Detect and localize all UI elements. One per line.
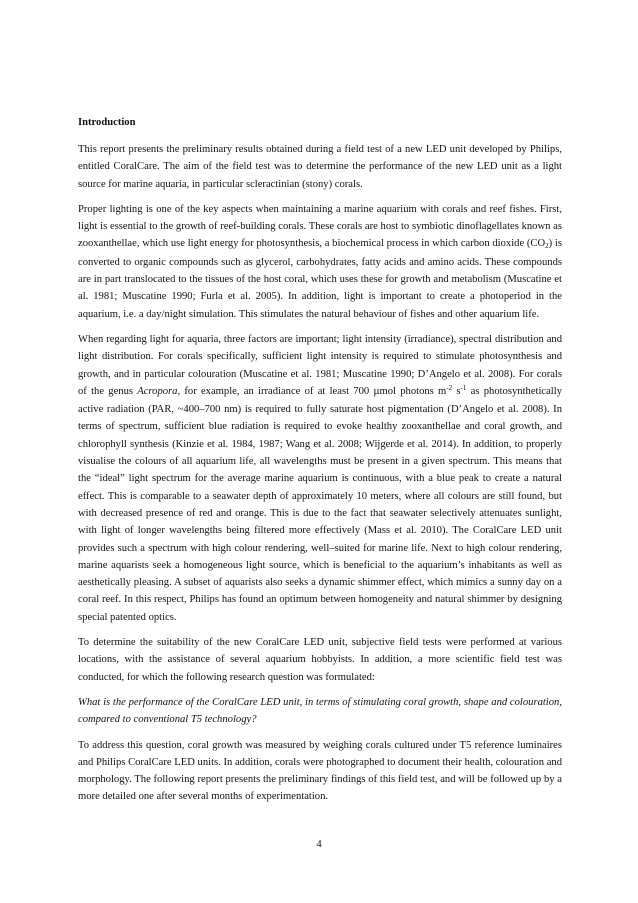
paragraph-3-text-a: When regarding light for aquaria, three factors are important; light intensity (irradiance), spectral distribution and light distribution. For corals specifically, sufficient light intensity is required to stimulate photosynthesis and growth, and in particular colouration (Muscatine et al. 1981; Muscatine 1990; D’Angelo et al. 2008). For corals of the genus	[78, 333, 562, 397]
paragraph-5: To address this question, coral growth was measured by weighing corals cultured under T5 reference luminaires and Philips CoralCare LED units. In addition, corals were photographed to document their health, colouration and morphology. The following report presents the preliminary findings of this field test, and will be followed up by a more detailed one after several months of experimentation.	[78, 739, 562, 803]
superscript-m: -2	[446, 383, 453, 392]
paragraph-4: To determine the suitability of the new CoralCare LED unit, subjective field tests were performed at various locations, with the assistance of several aquarium hobbyists. In addition, a more scientific field test was conducted, for which the following research question was formulated:	[78, 637, 562, 683]
section-heading: Introduction	[78, 117, 136, 128]
superscript-s: -1	[460, 383, 467, 392]
research-question: What is the performance of the CoralCare LED unit, in terms of stimulating coral growth, shape and colouration, compared to conventional T5 technology?	[78, 696, 562, 726]
paragraph-3	[78, 331, 562, 626]
paragraph-2-text-b: ) is converted to organic compounds such as glycerol, carbohydrates, fatty acids and amino acids. These compounds are in part translocated to the tissues of the host coral, which uses these for growth and metabolism (Muscatine et al. 1981; Muscatine 1990; Furla et al. 2005). In addition, light is important to create a photoperiod in the aquarium, i.e. a day/night simulation. This stimulates the natural behaviour of fishes and other aquarium life.	[78, 238, 562, 320]
co2-subscript: 2	[545, 242, 549, 251]
paragraph-1: This report presents the preliminary results obtained during a field test of a new LED unit developed by Philips, entitled CoralCare. The aim of the field test was to determine the performance of the new LED unit as a light source for marine aquaria, in particular scleractinian (stony) corals.	[78, 144, 562, 190]
paragraph-3-text-d: as photosynthetically active radiation (PAR, ~400–700 nm) is required to fully saturate host pigmentation (D’Angelo et al. 2008). In terms of spectrum, sufficient blue radiation is required to evoke healthy zooxanthellae and coral growth, and chlorophyll synthesis (Kinzie et al. 1984, 1987; Wang et al. 2008; Wijgerde et al. 2014). In addition, to properly visualise the colours of all aquarium life, all wavelengths must be present in a given spectrum. This means that the “ideal” light spectrum for the average marine aquarium is continuous, with a blue peak to create a natural effect. This is comparable to a seawater depth of approximately 10 meters, where all colours are still found, but with decreased presence of red and orange. This is due to the fact that seawater selectively attenuates sunlight, with light of longer wavelengths being filtered more effectively (Mass et al. 2010). The CoralCare LED unit provides such a spectrum with high colour rendering, well–suited for marine life. Next to high colour rendering, marine aquarists seek a homogeneous light source, which is beneficial to the aquarium’s inhabitants as well as aesthetically pleasing. A subset of aquarists also seeks a dynamic shimmer effect, which mimics a sunny day on a coral reef. In this respect, Philips has found an optimum between homogeneity and natural shimmer by designing special patented optics.	[78, 385, 562, 623]
paragraph-3-text-c: s	[452, 385, 461, 397]
paragraph-2-text-a: Proper lighting is one of the key aspects when maintaining a marine aquarium with corals and reef fishes. First, light is essential to the growth of reef-building corals. These corals are host to symbiotic dinoflagellates known as zooxanthellae, which use light energy for photosynthesis, a biochemical process in which carbon dioxide (CO	[78, 203, 562, 250]
paragraph-3-text-b: , for example, an irradiance of at least 700 µmol photons m	[177, 385, 447, 397]
page-number: 4	[316, 839, 322, 850]
paragraph-2	[78, 201, 562, 323]
page-body	[78, 116, 562, 814]
genus-name: Acropora	[137, 385, 178, 397]
